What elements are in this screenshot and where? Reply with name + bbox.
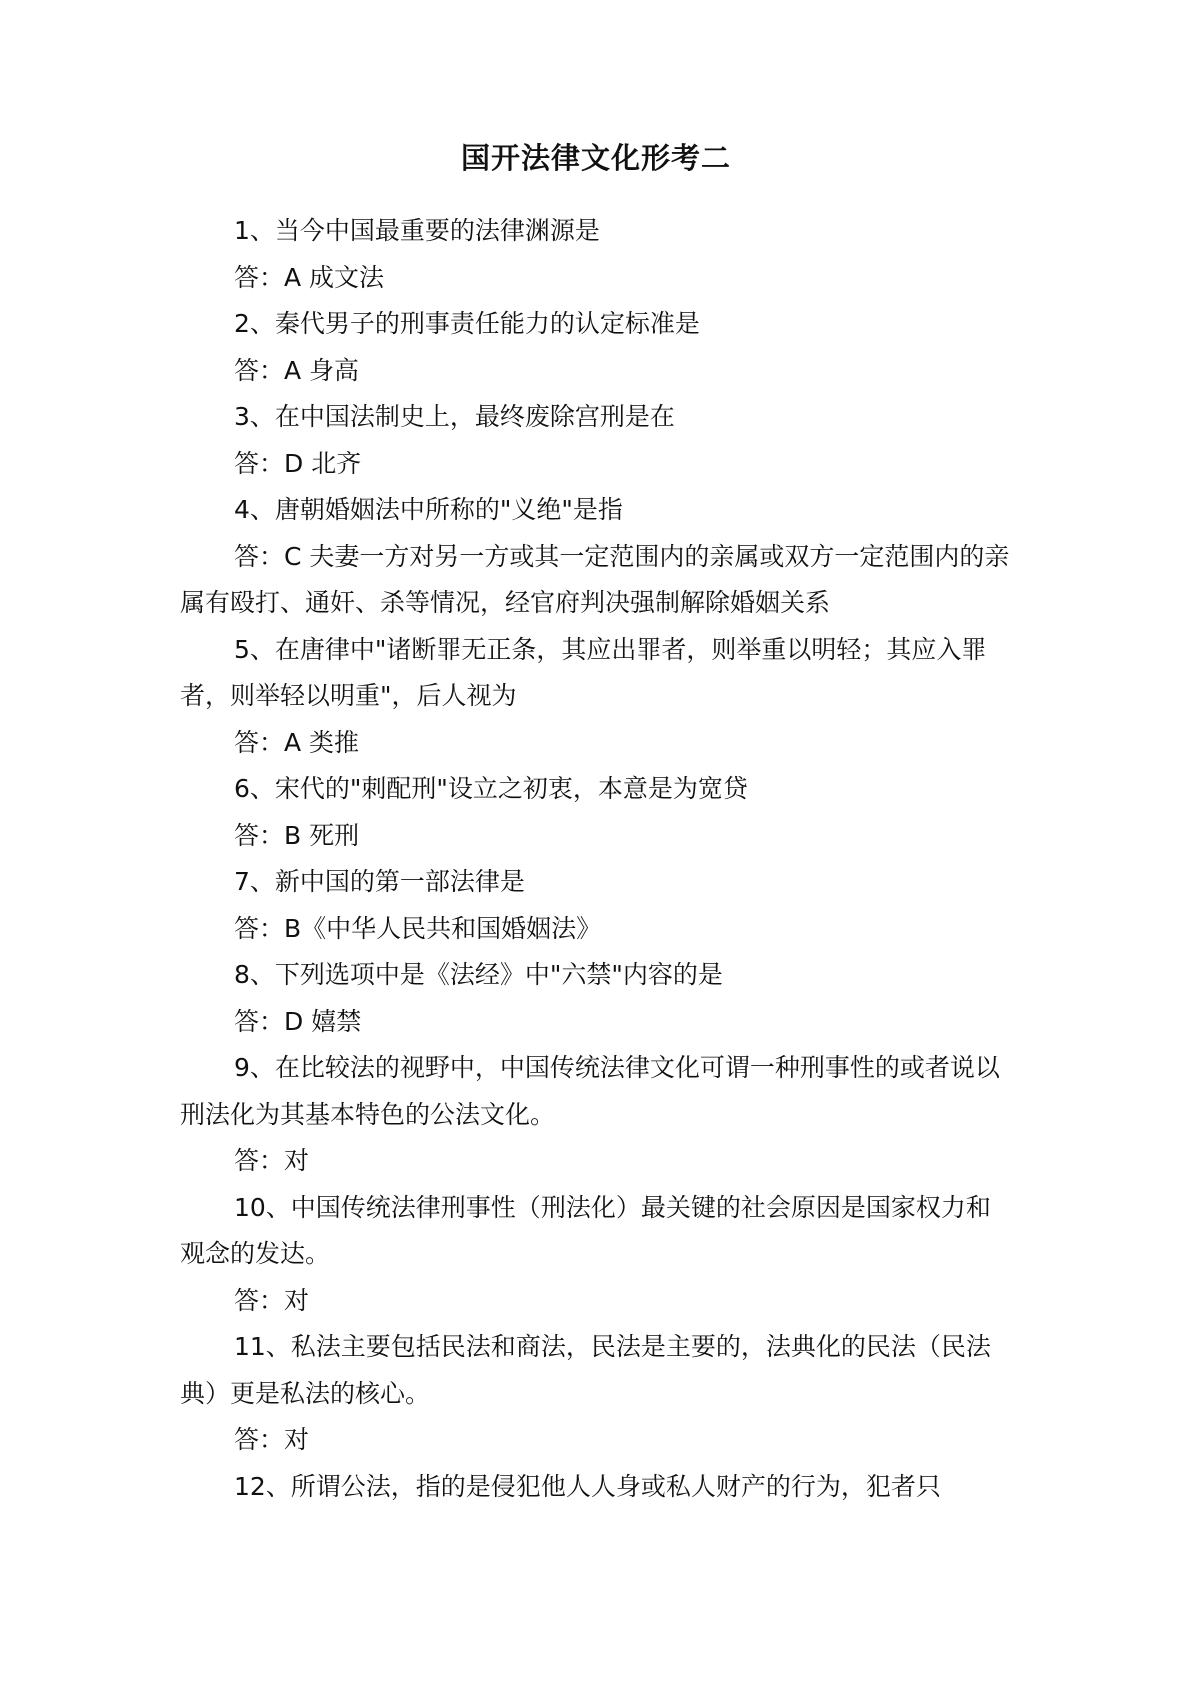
answer-9: 答：对 [234,1146,310,1175]
answer-3: 答：D 北齐 [234,448,362,478]
question-10: 10、中国传统法律刑事性（刑法化）最关键的社会原因是国家权力和观念的发达。 [180,1192,991,1268]
question-8: 8、下列选项中是《法经》中"六禁"内容的是 [234,960,723,989]
question-2: 2、秦代男子的刑事责任能力的认定标准是 [234,309,700,338]
answer-5: 答：A 类推 [234,727,360,757]
document-title: 国开法律文化形考二 [460,141,731,175]
question-9: 9、在比较法的视野中，中国传统法律文化可谓一种刑事性的或者说以刑法化为其基本特色的公法文化。 [180,1053,1000,1129]
question-11: 11、私法主要包括民法和商法，民法是主要的，法典化的民法（民法典）更是私法的核心。 [180,1332,991,1408]
answer-11: 答：对 [234,1425,310,1454]
question-7: 7、新中国的第一部法律是 [234,867,525,896]
question-4: 4、唐朝婚姻法中所称的"义绝"是指 [234,495,623,524]
question-1: 1、当今中国最重要的法律渊源是 [234,216,600,245]
answer-10: 答：对 [234,1285,310,1315]
question-6: 6、宋代的"刺配刑"设立之初衷，本意是为宽贷 [234,774,748,803]
answer-2: 答：A 身高 [234,355,360,385]
answer-8: 答：D 嬉禁 [234,1006,362,1036]
answer-1: 答：A 成文法 [234,262,385,292]
answer-4: 答：C 夫妻一方对另一方或其一定范围内的亲属或双方一定范围内的亲属有殴打、通奸、杀等情况，经官府判决强制解除婚姻关系 [180,541,1010,617]
answer-6: 答：B 死刑 [234,820,360,850]
question-12: 12、所谓公法，指的是侵犯他人人身或私人财产的行为，犯者只 [234,1471,941,1501]
question-5: 5、在唐律中"诸断罪无正条，其应出罪者，则举重以明轻；其应入罪者，则举轻以明重"，后人视为 [180,634,987,710]
question-3: 3、在中国法制史上，最终废除宫刑是在 [234,402,675,431]
answer-7: 答：B《中华人民共和国婚姻法》 [234,913,602,943]
